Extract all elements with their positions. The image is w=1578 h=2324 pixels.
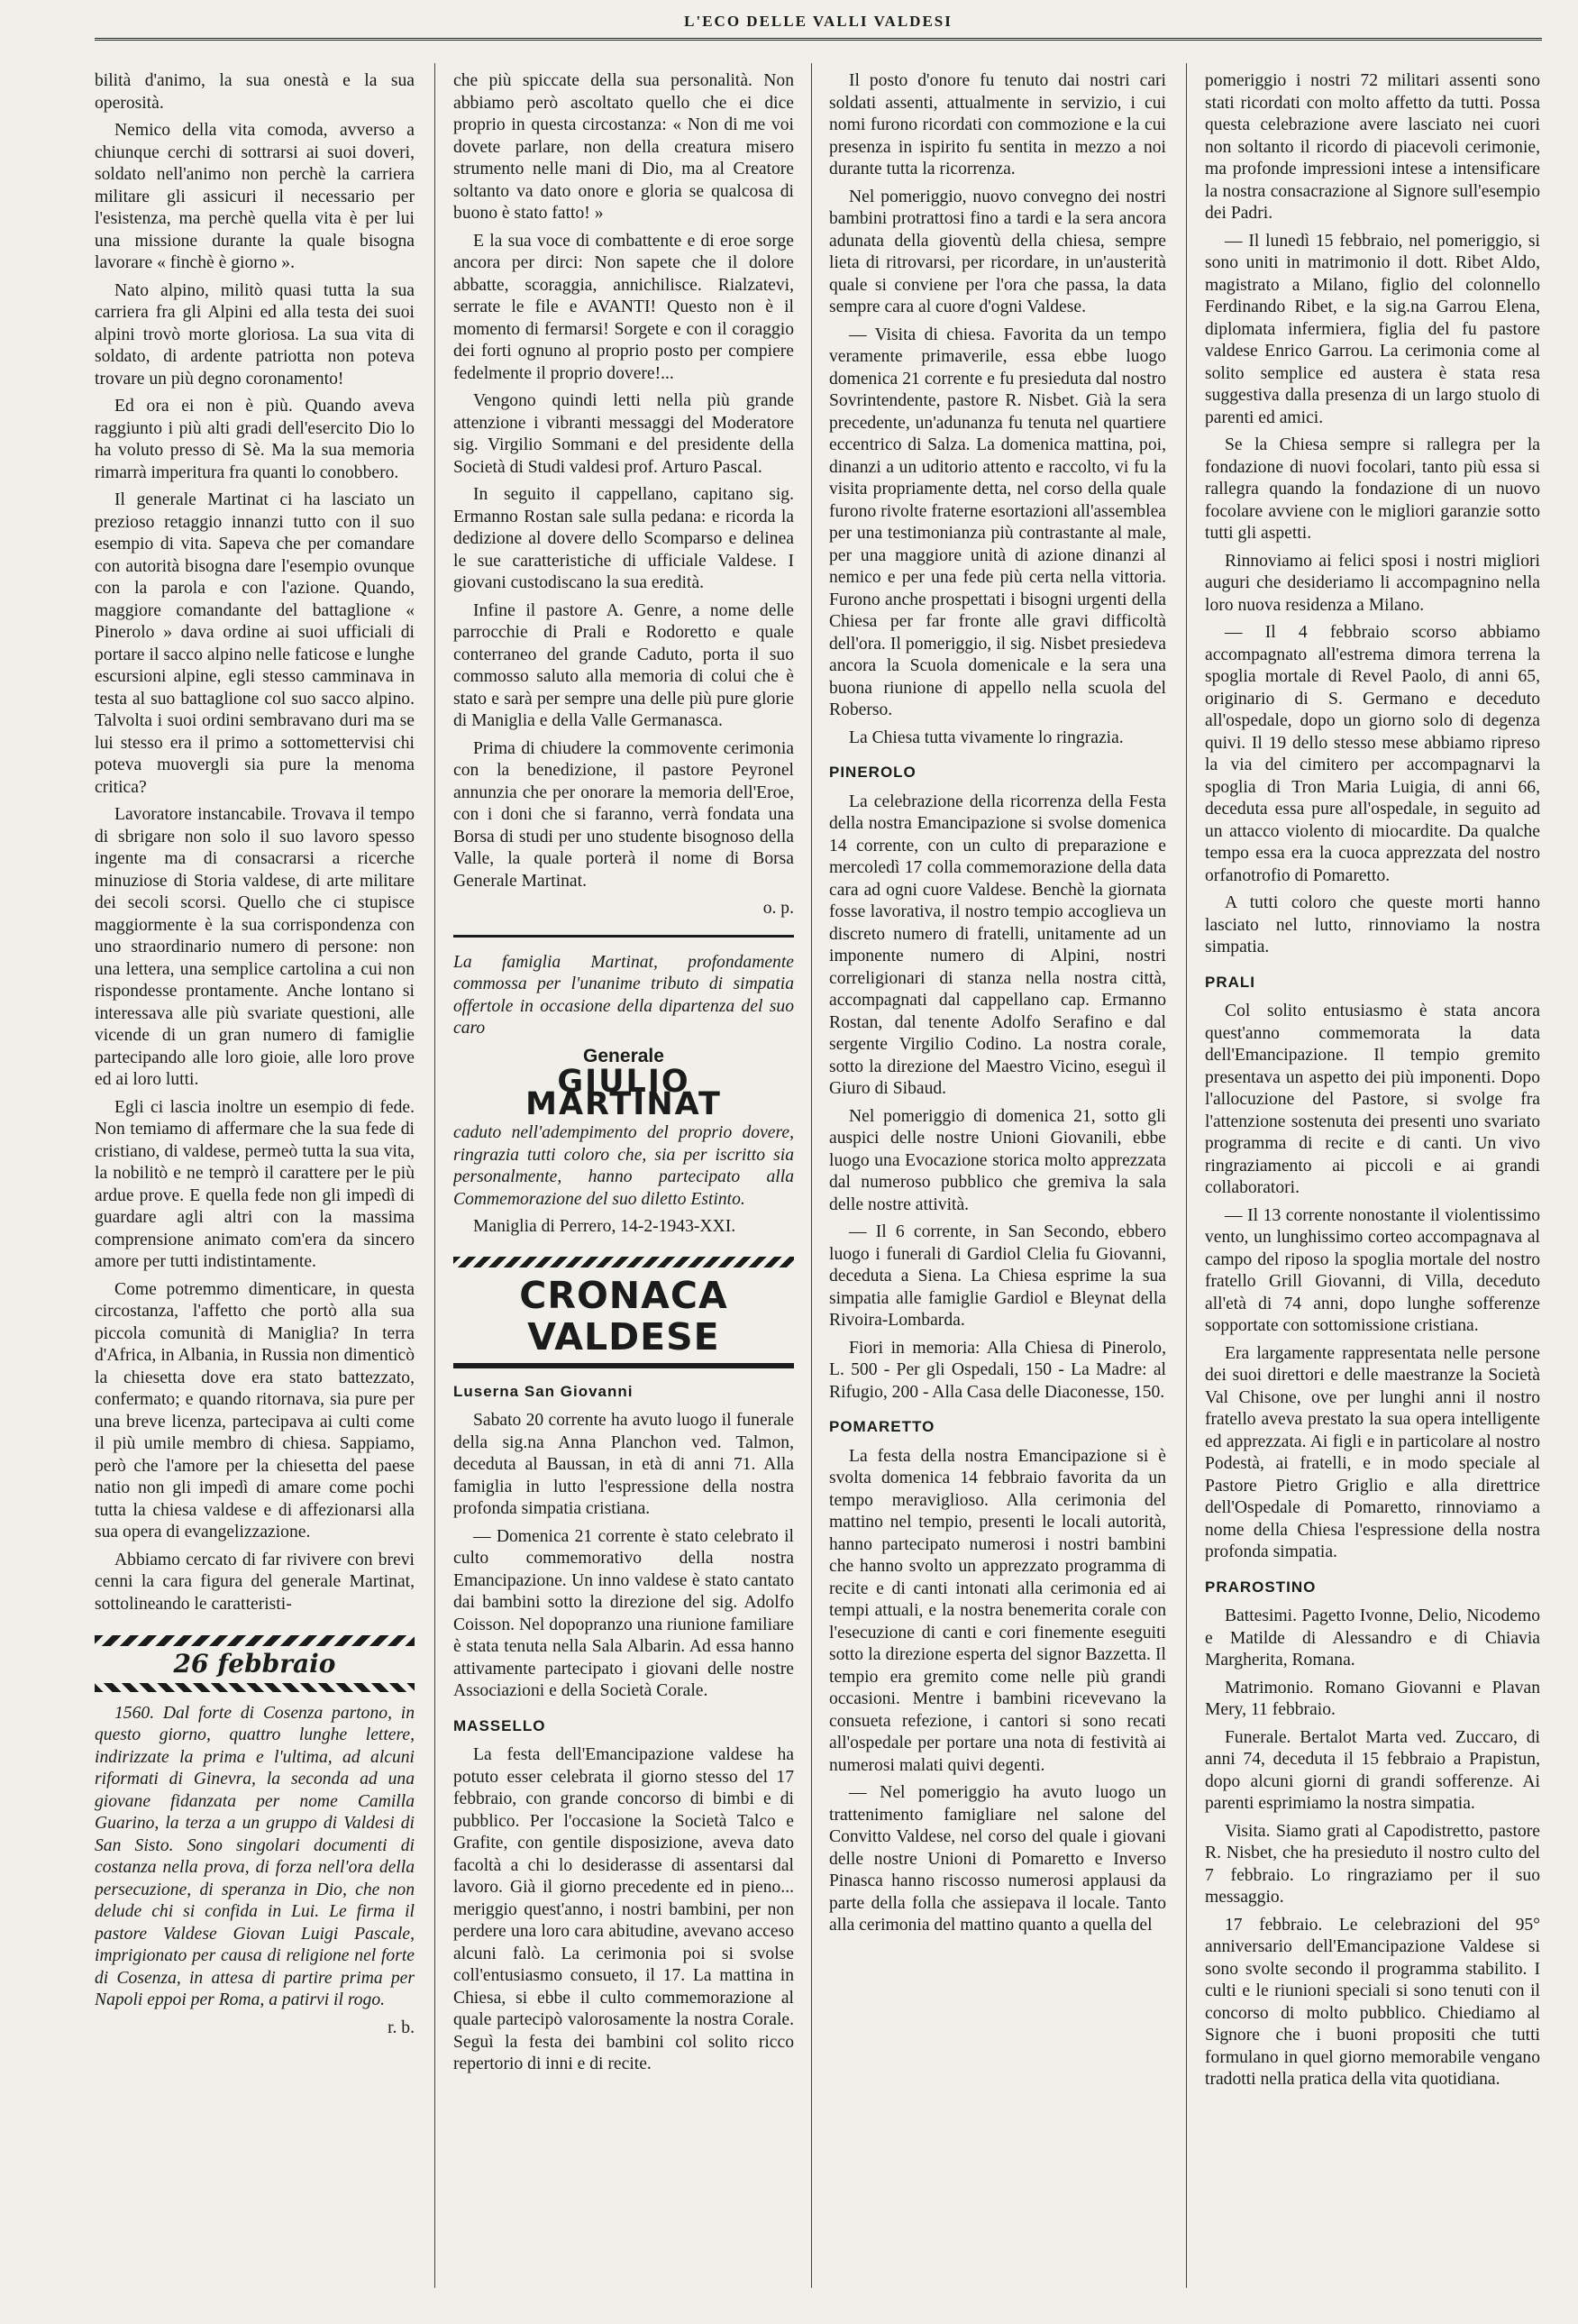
ornament-border	[453, 1257, 794, 1267]
thanks-text: La famiglia Martinat, profondamente commossa per l'unanime tributo di simpatia offertole in occasione della dipartenza del suo caro	[453, 952, 794, 1038]
paragraph: Rinnoviamo ai felici sposi i nostri migliori auguri che desideriamo li accompagnino nella loro nuova residenza a Milano.	[1205, 551, 1540, 615]
paragraph: Sabato 20 corrente ha avuto luogo il funerale della sig.na Anna Planchon ved. Talmon, deceduta al Baussan, in età di anni 71. Alla famiglia in lutto l'espressione della nostra profonda simpatia cristiana.	[453, 1411, 794, 1518]
paragraph: Battesimi. Pagetto Ivonne, Delio, Nicodemo e Matilde di Alessandro e di Chiavia Margherita, Romana.	[1205, 1606, 1540, 1670]
paragraph: La festa della nostra Emancipazione si è svolta domenica 14 febbraio favorita da un tempo meraviglioso. Alla cerimonia del mattino nel tempio, presenti le locali autorità, hanno partecipato numerosi i nostri bambini che hanno svolto un apprezzato programma di recite e di canti intonati alla cerimonia ed ai tempi attuali, e la nostra benemerita corale con l'esecuzione di canti e cori finemente eseguiti sotto la direzione esperta del signor Bazzetta. Il tempio era gremito come nelle più grandi occasioni. Mentre i bambini ricevevano la consueta refezione, i cantori si sono recati all'ospedale per portare una nota di festività ai numerosi malati quivi degenti.	[829, 1446, 1166, 1775]
paragraph: bilità d'animo, la sua onestà e la sua operosità.	[95, 71, 415, 113]
paragraph: Nato alpino, militò quasi tutta la sua carriera fra gli Alpini ed alla testa dei suoi alpini trovò morte gloriosa. La sua vita di soldato, di ardente patriotta non poteva trovare un più degno coronamento!	[95, 280, 415, 389]
paragraph: pomeriggio i nostri 72 militari assenti sono stati ricordati con molto affetto da tutti. Possa questa celebrazione avere lasciato nei cuori non soltanto il ricordo di piacevoli cerimonie, ma profonde impressioni intese a intensificare la nostra consacrazione al Signore sull'esempio dei Padri.	[1205, 71, 1540, 223]
paragraph: Nel pomeriggio di domenica 21, sotto gli auspici delle nostre Unioni Giovanili, ebbe luogo una Evocazione storica molto apprezzata dal numeroso pubblico che gremiva la sala delle nostre attività.	[829, 1106, 1166, 1214]
paragraph: — Il 13 corrente nonostante il violentissimo vento, un lunghissimo corteo accompagnava al campo del riposo la spoglia mortale del nostro fratello Grill Giovanni, di Villa, deceduto all'età di 74 anni, dopo lunghe sofferenze sopportate con sottomissione cristiana.	[1205, 1205, 1540, 1335]
ornament-border	[453, 1363, 794, 1368]
masthead	[95, 13, 1542, 43]
masthead-rule	[95, 38, 1542, 41]
paragraph: Lavoratore instancabile. Trovava il tempo di sbrigare non solo il suo lavoro spesso ingente ma di consacrarsi a ricerche minuziose di Storia valdese, di arte militare dei secoli scorsi. Quello che ci stupisce maggiormente è la sua corrispondenza con uno straordinario numero di persone: non una lettera, una semplice cartolina a cui non rispondesse prontamente. Anche lontano si interessava alle più svariate questioni, alle vicende di un gran numero di famiglie partecipando alle loro gioie, alle loro prove ed ai loro lutti.	[95, 805, 415, 1089]
general-label: Generale	[583, 1045, 664, 1066]
date-text: 1560. Dal forte di Cosenza partono, in questo giorno, quattro lunghe lettere, indirizzate la prima e l'ultima, ad alcuni riformati di Ginevra, la seconda ad una giovane fidanzata per nome Camilla Guarino, la terza a un gruppo di Valdesi di San Sisto. Sono singolari documenti di costanza nella prova, di forza nell'ora della persecuzione, di speranza in Dio, che non delude chi si confida in Lui. Le firma il pastore Valdese Giovan Luigi Pascale, imprigionato per causa di religione nel forte di Cosenza, in attesa di partire prima per Napoli eppoi per Roma, a patirvi il rogo.	[95, 1703, 415, 2009]
paragraph: Prima di chiudere la commovente cerimonia con la benedizione, il pastore Peyronel annunzia che per onorare la memoria dell'Eroe, con i doni che si faranno, verrà fondata una Borsa di studi per uno studente bisognoso della Valle, la quale porterà il nome di Borsa Generale Martinat.	[453, 738, 794, 891]
column-divider	[434, 63, 435, 2288]
section-heading-prali: PRALI	[1205, 973, 1255, 991]
paragraph: — Domenica 21 corrente è stato celebrato il culto commemorativo della nostra Emancipazione. Un inno valdese è stato cantato dai bambini sotto la direzione del sig. Adolfo Coisson. Nel dopopranzo una riunione familiare è stata tenuta nella Sala Albarin. Ad essa hanno attivamente partecipato i giovani delle nostre Associazioni e della Società Corale.	[453, 1526, 794, 1700]
thanks-place-date: Maniglia di Perrero, 14-2-1943-XXI.	[473, 1217, 736, 1236]
paragraph: Nemico della vita comoda, avverso a chiunque cerchi di sottrarsi ai suoi doveri, soldato nell'animo non perchè la carriera militare gli assicuri il necessario per l'esistenza, ma perchè quella vita è per lui una missione durante la quale bisogna lavorare « finchè è giorno ».	[95, 121, 415, 272]
paragraph: Col solito entusiasmo è stata ancora quest'anno commemorata la data dell'Emancipazione. Il tempio gremito presentava un aspetto dei più imponenti. Dopo l'allocuzione del Pastore, si svolge fra l'attenzione sostenuta dei presenti uno svariato programma di recite e di canti. Un vivo ringraziamento ai piccoli e ai grandi collaboratori.	[1205, 1002, 1540, 1197]
author-initials: o. p.	[762, 899, 794, 918]
paragraph: Fiori in memoria: Alla Chiesa di Pinerolo, L. 500 - Per gli Ospedali, 150 - La Madre: al Rifugio, 200 - Alla Casa delle Diaconesse, 150.	[829, 1338, 1166, 1402]
paragraph: Egli ci lascia inoltre un esempio di fede. Non temiamo di affermare che la sua fede di cristiano, di valdese, permeò tutta la sua vita, la nobilitò e ne temprò il carattere per le più ardue prove. E quella fede non gli impedì di guardare agli altri con la massima comprensione animato com'era da sincero amore per tutti indistintamente.	[95, 1097, 415, 1271]
paragraph: In seguito il cappellano, capitano sig. Ermanno Rostan sale sulla pedana: e ricorda la dedizione al dovere dello Scomparso e delinea le sue caratteristiche di ufficiale Valdese. I giovani custodiscano la sua eredità.	[453, 485, 794, 592]
paragraph: Funerale. Bertalot Marta ved. Zuccaro, di anni 74, deceduta il 15 febbraio a Prapistun, dopo alcuni giorni di grandi sofferenze. Ai parenti esprimiamo la nostra simpatia.	[1205, 1727, 1540, 1813]
paragraph: Visita. Siamo grati al Capodistretto, pastore R. Nisbet, che ha presieduto il nostro culto del 7 febbraio. Lo ringraziamo per il suo messaggio.	[1205, 1821, 1540, 1907]
paragraph: La festa dell'Emancipazione valdese ha potuto esser celebrata il giorno stesso del 17 febbraio, con grande concorso di bimbi e di pubblico. Per l'occasione la Società Talco e Grafite, con gentile disposizione, aveva dato facoltà a chi lo desiderasse di assentarsi dal lavoro. Già il giorno precedente ed in pieno... meriggio quest'anno, i nostri bambini, per non perdere una loro cara abitudine, avevano acceso alcuni falò. La cerimonia poi si svolse coll'entusiasmo consueto, il 17. La mattina in Chiesa, si ebbe il culto commemorazione al quale partecipò valorosamente la nostra Corale. Seguì la festa dei bambini col solito ricco repertorio di inni e di recite.	[453, 1745, 794, 2073]
column-2	[453, 70, 794, 2306]
author-initials: r. b.	[388, 2017, 415, 2037]
thanks-text-2: caduto nell'adempimento del proprio dovere, ringrazia tutti coloro che, sia per iscritto sia personalmente, hanno partecipato alla Commemorazione del suo diletto Estinto.	[453, 1123, 794, 1209]
masthead-title: L'ECO DELLE VALLI VALDESI	[684, 13, 953, 30]
paragraph: Infine il pastore A. Genre, a nome delle parrocchie di Prali e Rodoretto e quale conterraneo del grande Caduto, porta il suo commosso saluto alla memoria di colui che è stato e sarà per sempre una delle più pure glorie di Maniglia e della Valle Germanasca.	[453, 600, 794, 730]
date-banner	[95, 1635, 415, 1692]
section-heading-pinerolo: PINEROLO	[829, 764, 917, 781]
column-3	[829, 70, 1166, 2306]
section-heading-luserna: Luserna San Giovanni	[453, 1382, 634, 1400]
column-1	[95, 70, 415, 2306]
paragraph: La celebrazione della ricorrenza della Festa della nostra Emancipazione si svolse domenica 14 corrente, con un culto di preparazione e mercoledì 17 colla commemorazione della data cara ad ogni cuore Valdese. Benchè la giornata fosse lavorativa, il nostro tempio accoglieva un discreto numero di fratelli, unitamente ad un imponente numero di Alpini, nostri correligionari di stanza nella nostra città, accompagnati dal cappellano cap. Ermanno Rostan, dal tenente Adolfo Serafino e dal sergente Virgilio Codino. La nostra corale, sotto la direzione del Maestro Vicino, eseguì il Giuro di Sibaud.	[829, 791, 1166, 1098]
paragraph: 17 febbraio. Le celebrazioni del 95° anniversario dell'Emancipazione Valdese si sono svolte secondo il programma stabilito. I culti e le riunioni speciali si sono tenuti con il concorso di molto pubblico. Chiediamo al Signore che i buoni propositi che tutti formulano in quel giorno memorabile vengano tradotti nella pratica della vita quotidiana.	[1205, 1915, 1540, 2089]
column-4	[1205, 70, 1540, 2306]
paragraph: — Il 6 corrente, in San Secondo, ebbero luogo i funerali di Gardiol Clelia fu Giovanni, deceduta a Siena. La Chiesa esprime la sua simpatia alle famiglie Gardiol e Bleynat della Rivoira-Lombarda.	[829, 1222, 1166, 1330]
paragraph: Il generale Martinat ci ha lasciato un prezioso retaggio innanzi tutto con il suo esempio di vita. Sapeva che per comandare con autorità bisogna dare l'esempio ovunque con la parola e con l'azione. Quando, maggiore comandante del battaglione « Pinerolo » dava ordine ai suoi ufficiali di portare il sacco alpino nelle faticose e lunghe escursioni alpine, egli stesso camminava in testa al suo battaglione col suo sacco alpino. Talvolta i suoi ordini sembravano duri ma se lui stesso era il primo a sottomettervisi chi poteva muovergli sia pure la menoma critica?	[95, 490, 415, 797]
paragraph: Nel pomeriggio, nuovo convegno dei nostri bambini protrattosi fino a tardi e la sera ancora adunata della gioventù della chiesa, sempre lieta di ritrovarsi, per ricordare, in un'austerità quale si conviene per l'ora che passa, la data sempre cara al cuore d'ogni Valdese.	[829, 187, 1166, 316]
column-divider	[1186, 63, 1187, 2288]
date-title: 26 febbraio	[173, 1649, 336, 1679]
paragraph: — Nel pomeriggio ha avuto luogo un trattenimento famigliare nel salone del Convitto Valdese, nel corso del quale i giovani delle nostre Unioni di Pomaretto e Inverso Pinasca hanno riscosso numerosi applausi da parte della folla che assiepava il locale. Tanto alla cerimonia del mattino quanto a quella del	[829, 1783, 1166, 1935]
paragraph: Come potremmo dimenticare, in questa circostanza, l'affetto che portò alla sua piccola comunità di Maniglia? In terra d'Africa, in Albania, in Russia non dimenticò la chiesetta dove era stato battezzato, confermato; e quando ritornava, sia pure per una breve licenza, partecipava ai culti come il più umile membro di chiesa. Sappiamo, però che l'amore per la chiesetta del paese natio non gli impedì di amare come pochi tutta la chiesa valdese e di affezionarsi alla sua opera di evangelizzazione.	[95, 1279, 415, 1542]
section-heading-massello: MASSELLO	[453, 1716, 546, 1734]
section-heading-pomaretto: POMARETTO	[829, 1418, 935, 1435]
paragraph: Ed ora ei non è più. Quando aveva raggiunto i più alti gradi dell'esercito Dio lo ha voluto presso di Sè. Ma la sua memoria rimarrà imperitura fra quanti lo conobbero.	[95, 397, 415, 482]
paragraph: che più spiccate della sua personalità. Non abbiamo però ascoltato quello che ei dice proprio in questa circostanza: « Non di me voi dovete parlare, non della creatura misero strumento nelle mani di Dio, ma al Creatore soltanto va dato onore e gloria se qualcosa di buono è stato fatto! »	[453, 71, 794, 223]
paragraph: Se la Chiesa sempre si rallegra per la fondazione di nuovi focolari, tanto più essa si rallegra quando la fondazione di un nuovo focolare avviene con le migliori garanzie sotto tutti gli aspetti.	[1205, 435, 1540, 543]
paragraph: Abbiamo cercato di far rivivere con brevi cenni la cara figura del generale Martinat, sottolineando le caratteristi-	[95, 1550, 415, 1614]
paragraph: La Chiesa tutta vivamente lo ringrazia.	[849, 727, 1124, 747]
paragraph: Era largamente rappresentata nelle persone dei suoi direttori e delle maestranze la Società Val Chisone, ove per lunghi anni il nostro fratello aveva prestato la sua opera intelligente ed apprezzata. Ai figli e in particolare al nostro Podestà, ai fratelli, e in modo speciale al Pastore Pietro Griglio e alla direttrice dell'Ospedale di Pomaretto, rinnoviamo a nome della Chiesa l'espressione della nostra profonda simpatia.	[1205, 1343, 1540, 1561]
divider	[453, 935, 794, 938]
paragraph: — Il lunedì 15 febbraio, nel pomeriggio, si sono uniti in matrimonio il dott. Ribet Aldo, magistrato a Milano, figlio del colonnello Ferdinando Ribet, e la sig.na Garrou Elena, diplomata infermiera, figlia del fu pastore valdese Enrico Garrou. La cerimonia come al solito semplice ed austera è stata resa suggestiva dalla presenza di un largo stuolo di parenti ed amici.	[1205, 231, 1540, 427]
general-name: GIULIO MARTINAT	[525, 1064, 722, 1122]
ornament-border	[95, 1635, 415, 1646]
paragraph: E la sua voce di combattente e di eroe sorge ancora per dirci: Non sapete che il dolore abbatte, scoraggia, annichilisce. Rialzatevi, serrate le file e AVANTI! Questo non è il momento di fermarsi! Sorgete e con il coraggio dei forti ognuno al proprio posto per compiere fedelmente il proprio dovere!...	[453, 231, 794, 383]
section-heading-prarostino: PRAROSTINO	[1205, 1578, 1317, 1596]
column-divider	[811, 63, 812, 2288]
cronaca-banner	[453, 1257, 794, 1368]
paragraph: Vengono quindi letti nella più grande attenzione i vibranti messaggi del Moderatore sig. Virgilio Sommani e del presidente della Società di Studi valdesi prof. Arturo Pascal.	[453, 391, 794, 477]
paragraph: — Visita di chiesa. Favorita da un tempo veramente primaverile, essa ebbe luogo domenica 21 corrente e fu presieduta dal nostro Sovrintendente, pastore R. Nisbet. Già la sera precedente, un'adunanza fu tenuta nel quartiere eccentrico di Salza. La domenica mattina, poi, dinanzi a un uditorio attento e raccolto, vi fu la visita propriamente detta, nel corso della quale furono rivolte fraterne esortazioni all'assemblea per una testimonianza più contrastante al male, per una maggiore unità di azione dinanzi al nemico e per una fede più certa nella vittoria. Furono anche prospettati i bisogni urgenti della Chiesa per far fronte alle gravi difficoltà dell'ora. Il pomeriggio, il sig. Nisbet presiedeva ancora la Scuola domenicale e la sera una buona riunione di appello nella scuola del Roberso.	[829, 325, 1166, 719]
ornament-border	[95, 1683, 415, 1692]
paragraph: Il posto d'onore fu tenuto dai nostri cari soldati assenti, attualmente in servizio, i cui nomi furono ricordati con commozione e la cui presenza in ispirito fu sentita in mezzo a noi durante tutta la ricorrenza.	[829, 71, 1166, 178]
paragraph: — Il 4 febbraio scorso abbiamo accompagnato all'estrema dimora terrena la spoglia mortale di Revel Paolo, di anni 65, originario di S. Germano e deceduto all'ospedale, dopo un giorno solo di degenza quivi. Il 19 dello stesso mese abbiamo ripreso la via del cimitero per accompagnarvi la spoglia di Tron Maria Luigia, di anni 66, deceduta essa pure all'ospedale, in seguito ad un attacco violento di miocardite. Da qualche tempo essa era la cuoca apprezzata del nostro orfanotrofio di Pomaretto.	[1205, 623, 1540, 885]
paragraph: A tutti coloro che queste morti hanno lasciato nel lutto, rinnoviamo la nostra simpatia.	[1205, 893, 1540, 956]
cronaca-title: CRONACA VALDESE	[519, 1273, 728, 1359]
paragraph: Matrimonio. Romano Giovanni e Plavan Mery, 11 febbraio.	[1205, 1678, 1540, 1719]
